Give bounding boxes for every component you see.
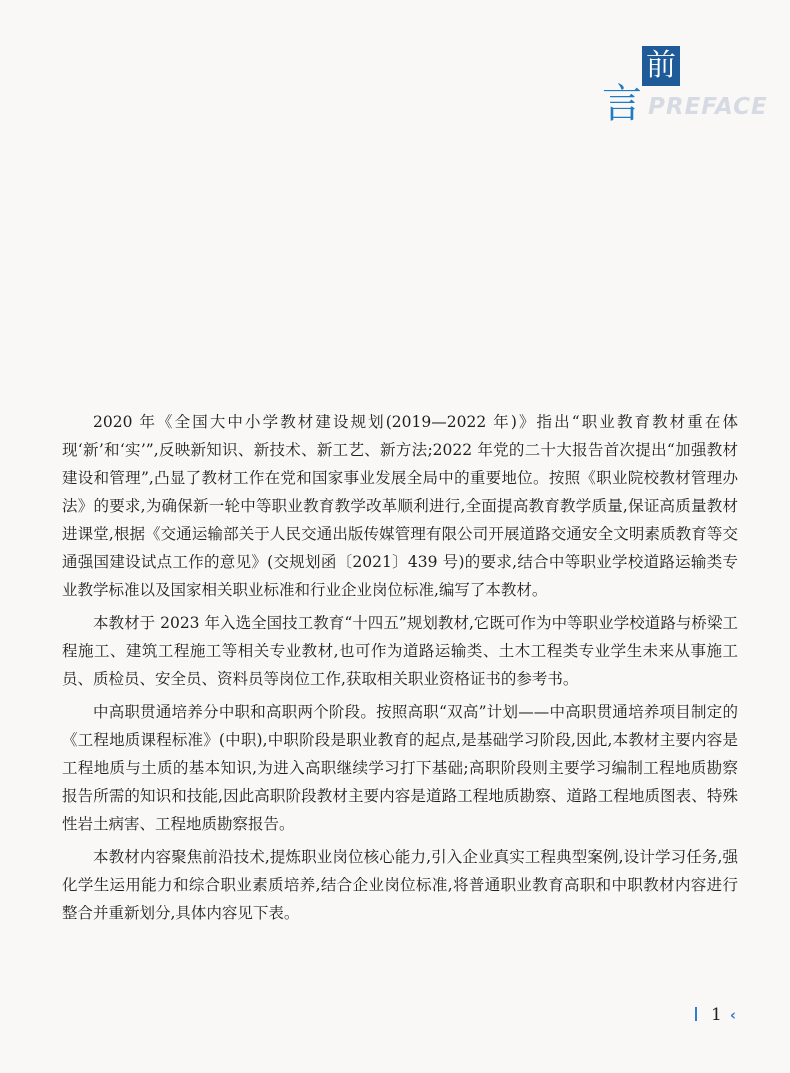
- header-char-qian: 前: [642, 46, 680, 86]
- paragraph-2: 本教材于 2023 年入选全国技工教育“十四五”规划教材,它既可作为中等职业学校道路与桥梁工程施工、建筑工程施工等相关专业教材,也可作为道路运输类、土木工程类专业学生未来从事施工员、质检员、安全员、资料员等岗位工作,获取相关职业资格证书的参考书。: [62, 614, 738, 688]
- preface-header: [602, 46, 768, 127]
- header-char-yan: 言: [602, 81, 642, 127]
- chevron-left-icon: ‹: [729, 1006, 736, 1024]
- paragraph-4: 本教材内容聚焦前沿技术,提炼职业岗位核心能力,引入企业真实工程典型案例,设计学习任务,强化学生运用能力和综合职业素质培养,结合企业岗位标准,将普通职业教育高职和中职教材内容进行整合并重新划分,具体内容见下表。: [62, 848, 738, 922]
- paragraph-3: 中高职贯通培养分中职和高职两个阶段。按照高职“双高”计划——中高职贯通培养项目制定的《工程地质课程标准》(中职),中职阶段是职业教育的起点,是基础学习阶段,因此,本教材主要内容是工程地质与土质的基本知识,为进入高职继续学习打下基础;高职阶段则主要学习编制工程地质勘察报告所需的知识和技能,因此高职阶段教材主要内容是道路工程地质勘察、道路工程地质图表、特殊性岩土病害、工程地质勘察报告。: [62, 703, 738, 833]
- preface-body: [62, 408, 738, 932]
- paragraph-1: 2020 年《全国大中小学教材建设规划(2019—2022 年)》指出“职业教育教材重在体现‘新’和‘实’”,反映新知识、新技术、新工艺、新方法;2022 年党的二十大报告首次提出“加强教材建设和管理”,凸显了教材工作在党和国家事业发展全局中的重要地位。按照《职业院校教材管理办法》的要求,为确保新一轮中等职业教育教学改革顺利进行,全面提高教育教学质量,保证高质量教材进课堂,根据《交通运输部关于人民交通出版传媒管理有限公司开展道路交通安全文明素质教育等交通强国建设试点工作的意见》(交规划函〔2021〕439 号)的要求,结合中等职业学校道路运输类专业教学标准以及国家相关职业标准和行业企业岗位标准,编写了本教材。: [62, 413, 738, 599]
- header-preface-word: PREFACE: [648, 94, 768, 120]
- page-number: 1: [710, 1005, 722, 1025]
- page-footer: [695, 1005, 736, 1025]
- footer-divider: [695, 1007, 697, 1021]
